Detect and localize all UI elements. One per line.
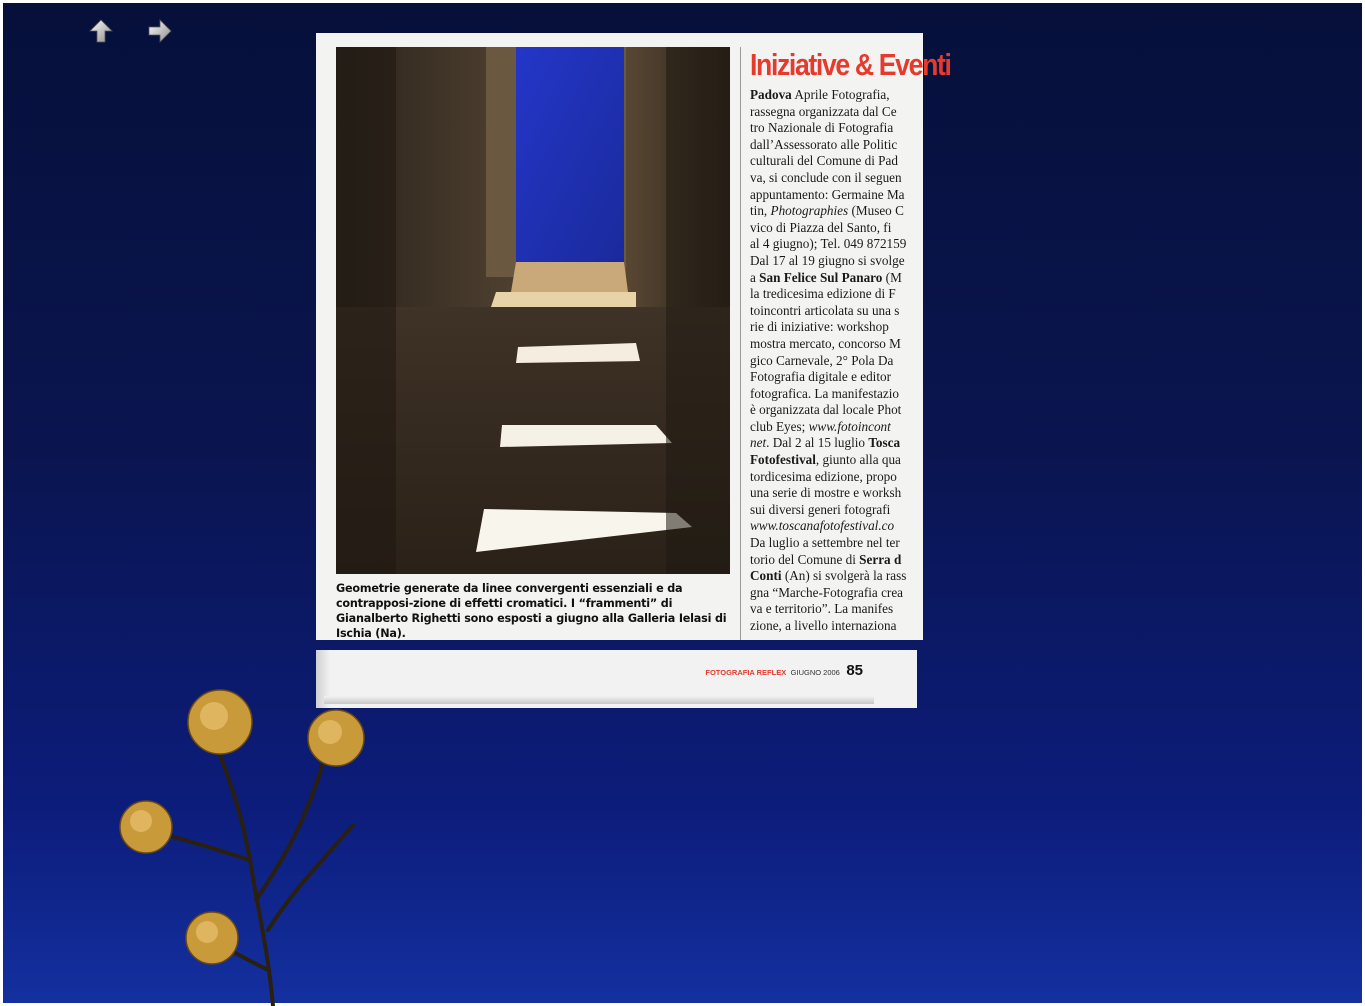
article-line [750, 552, 940, 569]
text-run: zione, a livello internaziona [750, 618, 897, 633]
article-line [750, 137, 940, 154]
issue-date: GIUGNO 2006 [790, 668, 840, 677]
text-run: una serie di mostre e worksh [750, 485, 902, 501]
footer-folio [705, 662, 863, 680]
text-run: (Museo C [848, 203, 904, 219]
text-run: appuntamento: Germaine Ma [750, 186, 905, 202]
text-run: fotografica. La manifestazio [750, 385, 900, 401]
article-line [750, 535, 940, 552]
photo-caption: Geometrie generate da linee convergenti essenziali e da contrapposi-zione di effetti cromatici. I “frammenti” di Gianalberto Righetti sono esposti a giugno alla Galleria Ielasi di Ischia (Na). [336, 582, 727, 640]
text-run: toincontri articolata su una s [750, 302, 900, 318]
article-line [750, 153, 940, 170]
text-run: Conti [750, 568, 782, 584]
text-run: San Felice Sul Panaro [759, 269, 883, 285]
text-run: vico di Piazza del Santo, fi [750, 219, 892, 235]
article-line [750, 187, 940, 204]
page-footer [316, 650, 917, 708]
thistle-plant-image [108, 680, 388, 1006]
text-run: tin, [750, 203, 771, 219]
article-title: Iniziative & Eventi [750, 47, 951, 82]
text-run: mostra mercato, concorso M [750, 335, 901, 351]
article-line [750, 353, 940, 370]
text-run: Tosca [868, 435, 901, 451]
text-run: Padova [750, 87, 792, 102]
text-run: la tredicesima edizione di F [750, 286, 896, 302]
text-run: va e territorio”. La manifes [750, 601, 894, 617]
article-line [750, 87, 940, 104]
article-line [750, 369, 940, 386]
text-run: a [750, 269, 760, 285]
text-run: , giunto alla qua [815, 452, 901, 468]
article-line [750, 452, 940, 469]
text-run: va, si conclude con il seguen [750, 169, 902, 185]
article-line [750, 203, 940, 220]
text-run: Fotofestival [750, 452, 816, 468]
text-run: Serra d [859, 551, 902, 567]
article-line [750, 120, 940, 137]
text-run: rassegna organizzata dal Ce [750, 103, 897, 119]
magazine-page [316, 33, 951, 640]
article-line [750, 170, 940, 187]
text-run: gna “Marche-Fotografia crea [750, 584, 904, 600]
column-divider [740, 47, 741, 640]
next-arrow-button[interactable] [147, 18, 173, 44]
text-run: net [750, 435, 767, 451]
right-arrow-icon [147, 18, 173, 44]
article-line [750, 419, 940, 436]
article-line [750, 286, 940, 303]
article-line [750, 618, 940, 635]
article-line [750, 435, 940, 452]
text-run: dall’Assessorato alle Politic [750, 136, 898, 152]
article-line [750, 485, 940, 502]
text-run: tro Nazionale di Fotografia [750, 120, 894, 136]
page-number: 85 [846, 662, 863, 679]
article-line [750, 336, 940, 353]
article-line [750, 386, 940, 403]
text-run: . Dal 2 al 15 luglio [766, 435, 869, 451]
staircase-photo [336, 47, 730, 574]
article-line [750, 469, 940, 486]
text-run: Da luglio a settembre nel ter [750, 535, 900, 551]
text-run: torio del Comune di [750, 551, 860, 567]
article-line [750, 585, 940, 602]
article-column [750, 43, 951, 635]
text-run: al 4 giugno); Tel. 049 872159 [750, 236, 907, 252]
text-run: Aprile Fotografia, [791, 87, 890, 102]
article-line [750, 104, 940, 121]
article-line [750, 518, 940, 535]
article-line [750, 303, 940, 320]
text-run: www.fotoincont [808, 418, 891, 434]
article-line [750, 502, 940, 519]
text-run: è organizzata dal locale Phot [750, 402, 902, 418]
text-run: www.toscanafotofestival.co [750, 518, 895, 534]
text-run: sui diversi generi fotografi [750, 501, 891, 517]
article-line [750, 220, 940, 237]
article-line [750, 270, 940, 287]
text-run: tordicesima edizione, propo [750, 468, 897, 484]
text-run: culturali del Comune di Pad [750, 153, 898, 169]
text-run: club Eyes; [750, 418, 809, 434]
text-run: rie di iniziative: workshop [750, 319, 889, 335]
article-line [750, 601, 940, 618]
article-line [750, 253, 940, 270]
text-run: Fotografia digitale e editor [750, 369, 891, 385]
magazine-name: FOTOGRAFIA REFLEX [705, 668, 787, 677]
text-run: (M [882, 269, 902, 285]
text-run: Dal 17 al 19 giugno si svolge [750, 252, 905, 268]
text-run: (An) si svolgerà la rass [781, 568, 907, 584]
article-line [750, 402, 940, 419]
up-arrow-button[interactable] [88, 18, 114, 44]
article-line [750, 568, 940, 585]
page-shadow [324, 696, 874, 704]
text-run: Photographies [770, 203, 849, 219]
article-body [750, 87, 940, 635]
text-run: gico Carnevale, 2° Pola Da [750, 352, 894, 368]
up-arrow-icon [88, 18, 114, 44]
article-line [750, 236, 940, 253]
article-line [750, 319, 940, 336]
